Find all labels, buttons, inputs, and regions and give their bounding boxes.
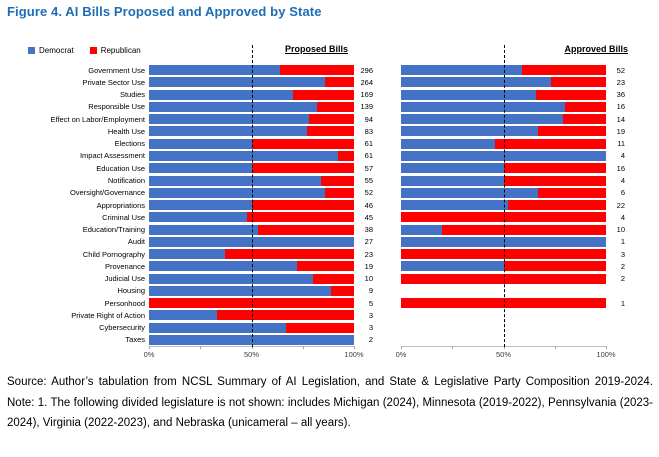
republican-bar-segment <box>247 212 354 222</box>
democrat-bar-segment <box>401 176 504 186</box>
republican-bar-segment <box>495 139 606 149</box>
bar-value-label: 22 <box>616 200 625 210</box>
axis-tick <box>200 346 201 349</box>
bar-value-label <box>608 322 625 334</box>
category-label: Responsible Use <box>88 102 145 112</box>
democrat-bar-segment <box>149 323 286 333</box>
bar-value-label: 10 <box>616 225 625 235</box>
democrat-bar-segment <box>149 163 252 173</box>
republican-swatch-icon <box>90 47 97 54</box>
republican-bar-segment <box>252 163 355 173</box>
democrat-swatch-icon <box>28 47 35 54</box>
democrat-bar-segment <box>401 139 495 149</box>
republican-bar-segment <box>522 65 606 75</box>
bar-value-label: 264 <box>360 77 373 87</box>
republican-bar-segment <box>321 176 354 186</box>
democrat-bar-segment <box>149 139 252 149</box>
legend-democrat-label: Democrat <box>39 46 74 55</box>
bar-value-label: 55 <box>364 176 373 186</box>
bar-value-label: 3 <box>368 310 373 320</box>
democrat-bar-segment <box>149 176 321 186</box>
category-label: Audit <box>127 237 145 247</box>
axis-tick <box>149 346 150 349</box>
bar-value-label: 296 <box>360 65 373 75</box>
democrat-bar-segment <box>401 200 508 210</box>
proposed-bills-count-column <box>356 64 373 346</box>
figure-title: Figure 4. AI Bills Proposed and Approved by State <box>7 4 322 19</box>
bar-value-label: 11 <box>617 139 625 149</box>
bar-value-label: 5 <box>368 298 373 308</box>
bar-value-label: 57 <box>364 163 373 173</box>
legend-republican-label: Republican <box>100 46 141 55</box>
democrat-bar-segment <box>401 261 504 271</box>
democrat-bar-segment <box>401 188 538 198</box>
bar-value-label: 19 <box>616 126 625 136</box>
bar-value-label: 83 <box>364 126 373 136</box>
bar-value-label: 27 <box>364 237 373 247</box>
approved-bills-plot <box>395 64 616 359</box>
bar-value-label: 14 <box>616 114 625 124</box>
republican-bar-segment <box>258 225 354 235</box>
category-label: Personhood <box>104 298 145 308</box>
bar-value-label: 61 <box>364 151 373 161</box>
axis-tick-label: 0% <box>143 350 155 359</box>
bar-value-label: 36 <box>616 90 625 100</box>
democrat-bar-segment <box>149 90 293 100</box>
republican-bar-segment <box>217 310 354 320</box>
category-label: Criminal Use <box>102 212 145 222</box>
legend-item-democrat <box>28 46 74 55</box>
axis-tick-label: 50% <box>495 350 512 359</box>
democrat-bar-segment <box>149 188 325 198</box>
bar-value-label: 46 <box>364 200 373 210</box>
republican-bar-segment <box>442 225 606 235</box>
bar-value-label: 4 <box>620 212 625 222</box>
bar-value-label: 2 <box>620 261 625 271</box>
bar-value-label: 4 <box>620 151 625 161</box>
category-label: Housing <box>117 286 145 296</box>
republican-bar-segment <box>293 90 355 100</box>
category-label: Cybersecurity <box>99 323 145 333</box>
chart-legend <box>28 46 141 55</box>
democrat-bar-segment <box>401 77 551 87</box>
category-label: Taxes <box>125 335 145 345</box>
category-label: Notification <box>107 176 145 186</box>
bar-value-label: 4 <box>620 176 625 186</box>
category-label: Oversight/Governance <box>69 188 145 198</box>
bar-value-label: 52 <box>364 188 373 198</box>
democrat-bar-segment <box>149 102 317 112</box>
republican-bar-segment <box>225 249 354 259</box>
bar-value-label: 23 <box>364 249 373 259</box>
category-label: Judicial Use <box>104 274 145 284</box>
democrat-bar-segment <box>149 126 307 136</box>
bar-value-label <box>608 334 625 346</box>
source-note: Source: Author’s tabulation from NCSL Summary of AI Legislation, and State & Legislative Party Composition 2019-2024. Note: 1. The following divided legislature is not shown: includes Michigan (2024), Minnesota (2019-2022), Pennsylvania (2023-2024), Virginia (2022-2023), and Nebraska (unicameral – all years). <box>7 376 653 429</box>
bar-value-label <box>608 309 625 321</box>
axis-tick <box>452 346 453 349</box>
bar-value-label: 169 <box>360 90 373 100</box>
republican-bar-segment <box>565 102 606 112</box>
democrat-bar-segment <box>401 102 565 112</box>
axis-tick <box>401 346 402 349</box>
republican-bar-segment <box>504 176 607 186</box>
axis-tick <box>606 346 607 349</box>
category-label: Education/Training <box>82 225 145 235</box>
democrat-bar-segment <box>149 200 252 210</box>
axis-tick <box>354 346 355 349</box>
bar-value-label: 10 <box>364 274 373 284</box>
republican-bar-segment <box>252 200 355 210</box>
category-label: Health Use <box>107 126 145 136</box>
axis-tick-label: 0% <box>395 350 407 359</box>
bar-value-label: 139 <box>360 102 373 112</box>
democrat-bar-segment <box>149 77 325 87</box>
republican-bar-segment <box>538 126 606 136</box>
bar-value-label: 45 <box>364 212 373 222</box>
republican-bar-segment <box>325 188 354 198</box>
category-label: Government Use <box>88 65 145 75</box>
bar-value-label: 16 <box>616 102 625 112</box>
democrat-bar-segment <box>149 310 217 320</box>
category-label: Provenance <box>104 261 145 271</box>
republican-bar-segment <box>317 102 354 112</box>
category-label: Impact Assessment <box>79 151 145 161</box>
republican-bar-segment <box>536 90 606 100</box>
axis-tick-label: 100% <box>344 350 364 359</box>
democrat-bar-segment <box>401 225 442 235</box>
bar-value-label: 52 <box>616 65 625 75</box>
republican-bar-segment <box>313 274 354 284</box>
republican-bar-segment <box>504 163 607 173</box>
democrat-bar-segment <box>401 90 536 100</box>
democrat-bar-segment <box>149 212 247 222</box>
republican-bar-segment <box>309 114 354 124</box>
bar-value-label: 16 <box>616 163 625 173</box>
approved-bills-count-column <box>608 64 625 346</box>
bar-value-label <box>608 285 625 297</box>
republican-bar-segment <box>307 126 354 136</box>
republican-bar-segment <box>286 323 354 333</box>
category-labels-column <box>0 64 145 346</box>
republican-bar-segment <box>551 77 606 87</box>
bar-value-label: 6 <box>620 188 625 198</box>
democrat-bar-segment <box>149 65 280 75</box>
axis-tick <box>303 346 304 349</box>
bar-value-label: 3 <box>620 249 625 259</box>
axis-tick-label: 50% <box>243 350 260 359</box>
category-label: Child Pornography <box>82 249 145 259</box>
republican-bar-segment <box>563 114 606 124</box>
category-label: Education Use <box>96 163 145 173</box>
bar-value-label: 19 <box>364 261 373 271</box>
category-label: Private Sector Use <box>82 77 145 87</box>
democrat-bar-segment <box>401 163 504 173</box>
democrat-bar-segment <box>149 249 225 259</box>
bar-value-label: 23 <box>616 77 625 87</box>
bar-value-label: 1 <box>620 237 625 247</box>
democrat-bar-segment <box>149 225 258 235</box>
bar-value-label: 3 <box>368 323 373 333</box>
bar-value-label: 38 <box>364 225 373 235</box>
category-label: Elections <box>114 139 145 149</box>
legend-item-republican <box>90 46 141 55</box>
axis-tick-label: 100% <box>596 350 616 359</box>
bar-value-label: 2 <box>620 274 625 284</box>
proposed-bills-plot <box>143 64 364 359</box>
republican-bar-segment <box>252 139 355 149</box>
category-label: Effect on Labor/Employment <box>50 114 145 124</box>
democrat-bar-segment <box>149 151 338 161</box>
republican-bar-segment <box>280 65 354 75</box>
democrat-bar-segment <box>149 286 331 296</box>
bar-value-label: 9 <box>368 286 373 296</box>
category-label: Appropriations <box>96 200 145 210</box>
democrat-bar-segment <box>401 126 538 136</box>
democrat-bar-segment <box>149 261 297 271</box>
reference-line-50pct <box>504 45 505 347</box>
reference-line-50pct <box>252 45 253 347</box>
bar-value-label: 61 <box>364 139 373 149</box>
approved-bills-header: Approved Bills <box>564 44 628 54</box>
bar-value-label: 1 <box>620 298 625 308</box>
democrat-bar-segment <box>401 114 563 124</box>
category-label: Studies <box>119 90 145 100</box>
bar-value-label: 94 <box>364 114 373 124</box>
bar-value-label: 2 <box>368 335 373 345</box>
republican-bar-segment <box>331 286 354 296</box>
category-label: Private Right of Action <box>71 310 145 320</box>
republican-bar-segment <box>338 151 354 161</box>
republican-bar-segment <box>325 77 354 87</box>
axis-tick <box>555 346 556 349</box>
proposed-bills-header: Proposed Bills <box>284 44 348 54</box>
republican-bar-segment <box>538 188 606 198</box>
republican-bar-segment <box>297 261 354 271</box>
democrat-bar-segment <box>149 274 313 284</box>
republican-bar-segment <box>504 261 607 271</box>
republican-bar-segment <box>508 200 606 210</box>
democrat-bar-segment <box>149 114 309 124</box>
